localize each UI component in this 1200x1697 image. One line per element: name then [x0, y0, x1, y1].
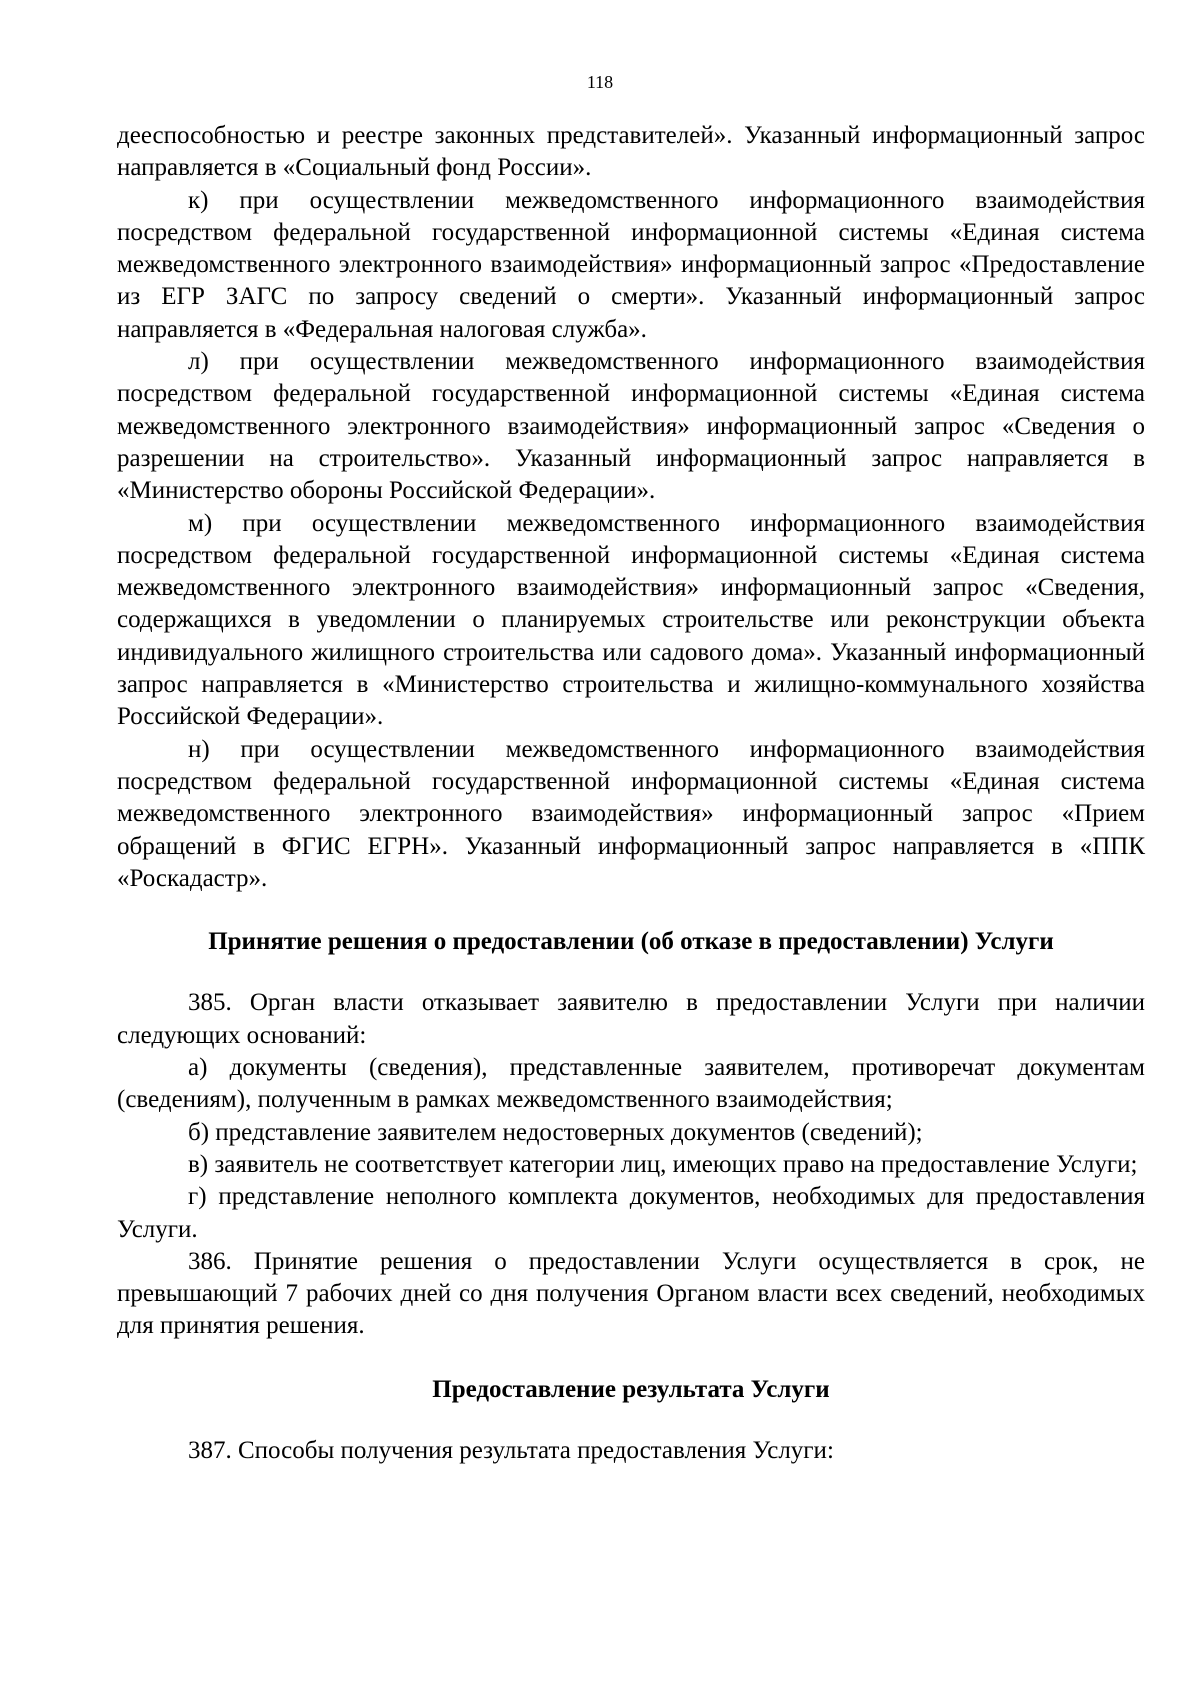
- paragraph-385-g: г) представление неполного комплекта документов, необходимых для предоставления Услуги.: [117, 1183, 1145, 1243]
- paragraph-387: 387. Способы получения результата предоставления Услуги:: [188, 1436, 834, 1464]
- document-body: [117, 120, 1145, 1467]
- paragraph-item-k: к) при осуществлении межведомственного информационного взаимодействия посредством федеральной государственной информационной системы «Единая система межведомственного электронного взаимодействия» информационный запрос «Предоставление из ЕГР ЗАГС по запросу сведений о смерти». Указанный информационный запрос направляется в «Федеральная налоговая служба».: [117, 186, 1145, 343]
- paragraph-385-b: б) представление заявителем недостоверных документов (сведений);: [188, 1118, 923, 1146]
- paragraph-item-n: н) при осуществлении межведомственного информационного взаимодействия посредством федеральной государственной информационной системы «Единая система межведомственного электронного взаимодействия» информационный запрос «Прием обращений в ФГИС ЕГРН». Указанный информационный запрос направляется в «ППК «Роскадастр».: [117, 735, 1145, 892]
- paragraph-385: 385. Орган власти отказывает заявителю в предоставлении Услуги при наличии следующих оснований:: [117, 989, 1145, 1049]
- section-heading-result: Предоставление результата Услуги: [432, 1375, 830, 1403]
- paragraph-item-m: м) при осуществлении межведомственного информационного взаимодействия посредством федеральной государственной информационной системы «Единая система межведомственного электронного взаимодействия» информационный запрос «Сведения, содержащихся в уведомлении о планируемых строительстве или реконструкции объекта индивидуального жилищного строительства или садового дома». Указанный информационный запрос направляется в «Министерство строительства и жилищно-коммунального хозяйства Российской Федерации».: [117, 509, 1145, 731]
- paragraph-385-v: в) заявитель не соответствует категории лиц, имеющих право на предоставление Услуги;: [188, 1150, 1138, 1178]
- paragraph-386: 386. Принятие решения о предоставлении Услуги осуществляется в срок, не превышающий 7 рабочих дней со дня получения Органом власти всех сведений, необходимых для принятия решения.: [117, 1247, 1145, 1340]
- paragraph-continuation: дееспособностью и реестре законных представителей». Указанный информационный запрос направляется в «Социальный фонд России».: [117, 122, 1145, 182]
- section-heading-decision: Принятие решения о предоставлении (об отказе в предоставлении) Услуги: [208, 928, 1054, 956]
- page-number: 118: [586, 72, 614, 92]
- paragraph-385-a: а) документы (сведения), представленные заявителем, противоречат документам (сведениям), полученным в рамках межведомственного взаимодействия;: [117, 1054, 1145, 1114]
- paragraph-item-l: л) при осуществлении межведомственного информационного взаимодействия посредством федеральной государственной информационной системы «Единая система межведомственного электронного взаимодействия» информационный запрос «Сведения о разрешении на строительство». Указанный информационный запрос направляется в «Министерство обороны Российской Федерации».: [117, 348, 1145, 505]
